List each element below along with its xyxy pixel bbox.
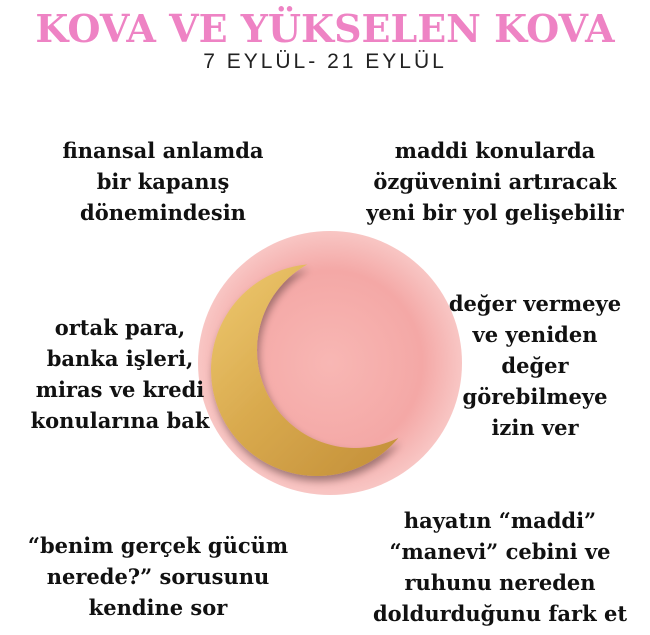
message-line: izin ver (491, 415, 579, 440)
message-line: ve yeniden (472, 322, 598, 347)
message-line: “manevi” cebini ve (389, 539, 611, 564)
message-bottom-left (18, 530, 298, 623)
message-line: değer (501, 353, 569, 378)
message-line: hayatın “maddi” (403, 508, 597, 533)
message-line: maddi konularda (394, 138, 596, 163)
date-range: 7 EYLÜL- 21 EYLÜL (203, 50, 447, 73)
message-line: banka işleri, (46, 346, 194, 371)
message-bottom-right (355, 505, 645, 629)
message-line: finansal anlamda (62, 138, 264, 163)
message-line: yeni bir yol gelişebilir (366, 200, 624, 225)
message-line: “benim gerçek gücüm (27, 533, 289, 558)
message-line: değer vermeye (448, 291, 622, 316)
message-line: görebilmeye (462, 384, 608, 409)
message-top-right (355, 135, 635, 228)
gold-crescent (195, 228, 465, 498)
message-line: doldurduğunu fark et (372, 601, 628, 626)
crescent-moon-icon (195, 228, 465, 498)
message-line: özgüvenini artıracak (373, 169, 617, 194)
message-line: ruhunu nereden (404, 570, 596, 595)
message-line: kendine sor (88, 595, 228, 620)
message-middle-right (430, 288, 640, 443)
message-top-left (28, 135, 298, 228)
message-line: nerede?” sorusunu (46, 564, 270, 589)
message-middle-left (10, 312, 230, 436)
message-line: bir kapanış (96, 169, 230, 194)
message-line: miras ve kredi (35, 377, 205, 402)
message-line: konularına bak (30, 408, 210, 433)
message-line: dönemindesin (80, 200, 246, 225)
message-line: ortak para, (54, 315, 186, 340)
page-title: KOVA VE YÜKSELEN KOVA (35, 6, 615, 51)
